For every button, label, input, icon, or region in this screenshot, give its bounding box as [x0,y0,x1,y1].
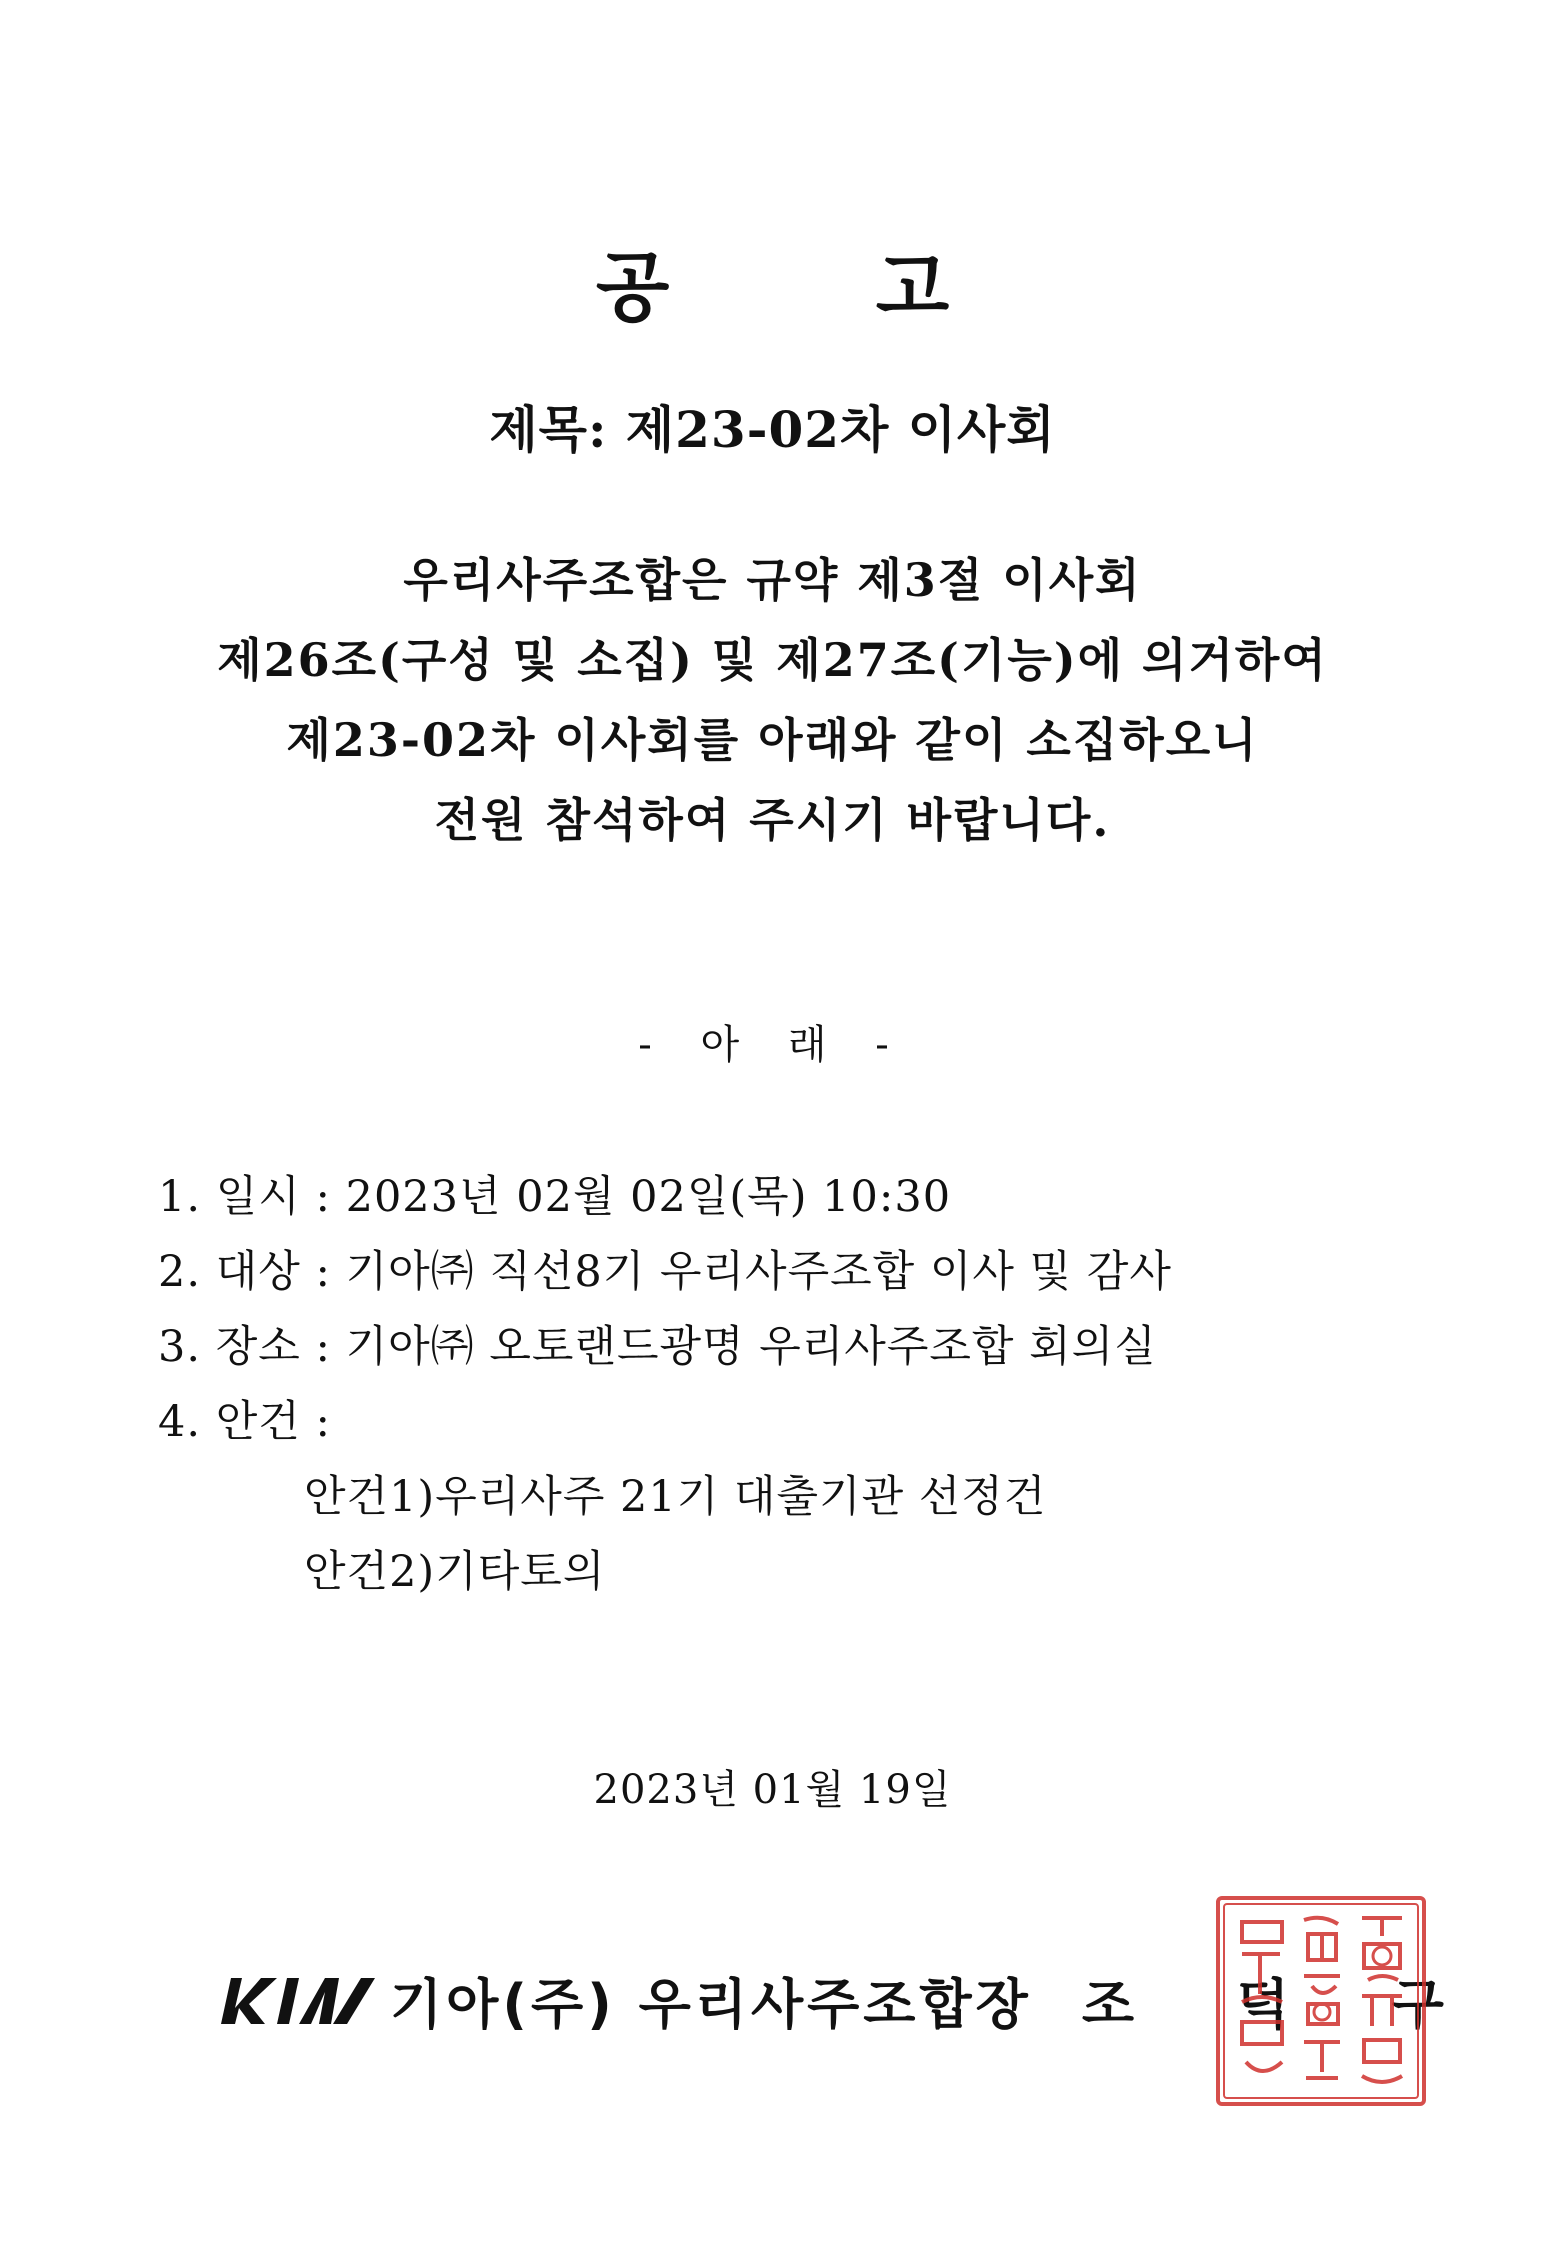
agenda-item: 안건1)우리사주 21기 대출기관 선정건 [304,1472,1047,1522]
section-divider-text: - 아 래 - [638,1022,907,1068]
detail-item-datetime: 1. 일시 : 2023년 02월 02일(목) 10:30 [158,1172,952,1222]
detail-item-agenda: 4. 안건 : [158,1397,331,1447]
body-line: 제23-02차 이사회를 아래와 같이 소집하오니 [286,713,1259,767]
official-seal-stamp [1212,1892,1430,2110]
details-list [158,1160,1172,1610]
document-subject: 제목: 제23-02차 이사회 [489,400,1056,459]
signer-name: 조 덕 구 [1081,1972,1486,2036]
signer-organization: 기아(주) 우리사주조합장 [390,1972,1032,2036]
notice-body [0,540,1545,860]
agenda-item: 안건2)기타토의 [304,1547,606,1597]
document-title: 공 고 [595,243,1040,332]
body-line: 우리사주조합은 규약 제3절 이사회 [403,553,1142,607]
detail-item-location: 3. 장소 : 기아㈜ 오토랜드광명 우리사주조합 회의실 [158,1322,1157,1372]
issue-date: 2023년 01월 19일 [593,1767,952,1813]
kia-logo [215,1974,380,2026]
body-line: 제26조(구성 및 소집) 및 제27조(기능)에 의거하여 [217,633,1328,687]
detail-item-target: 2. 대상 : 기아㈜ 직선8기 우리사주조합 이사 및 감사 [158,1247,1172,1297]
body-line: 전원 참석하여 주시기 바랍니다. [434,793,1111,847]
